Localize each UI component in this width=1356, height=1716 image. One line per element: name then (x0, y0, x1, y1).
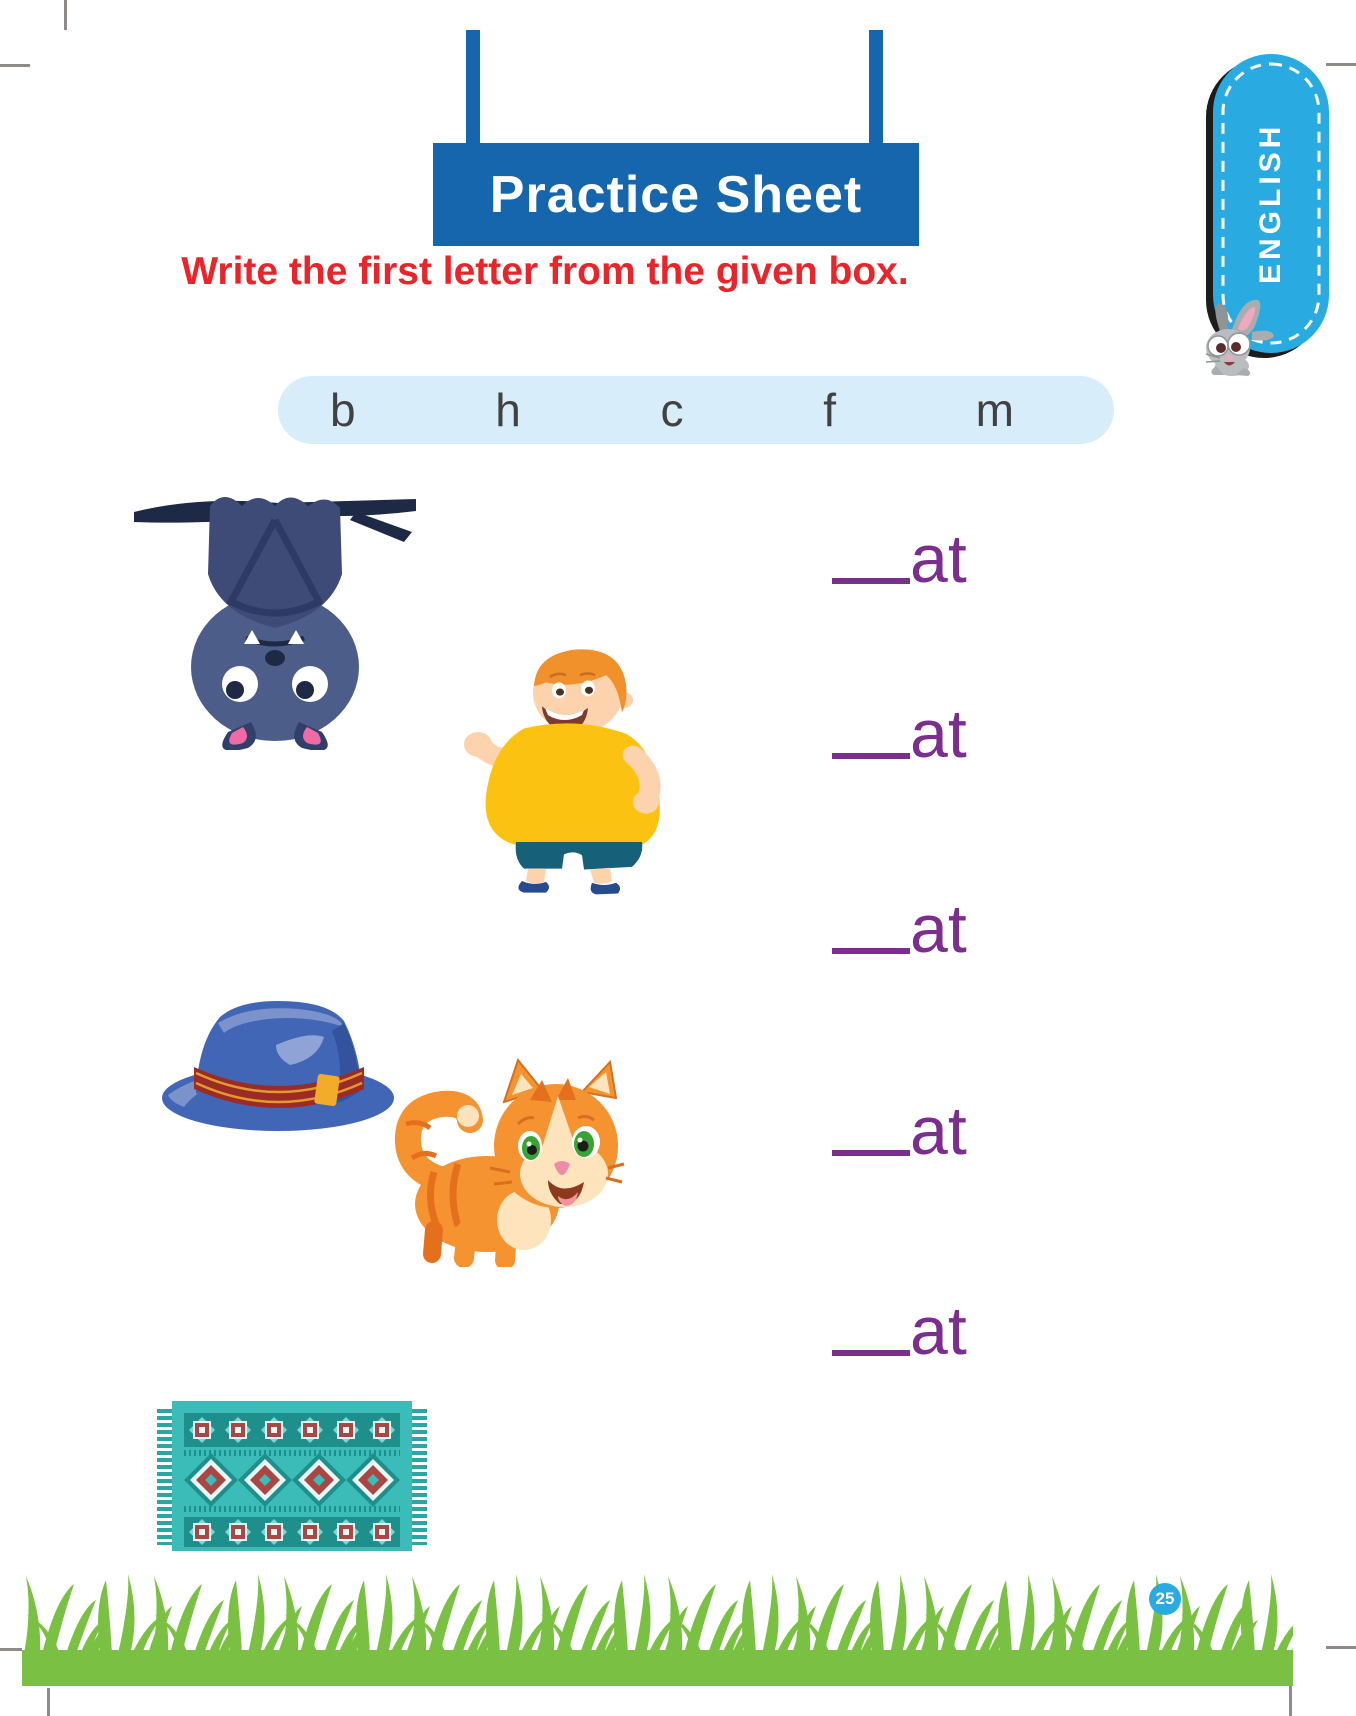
cat-image (372, 1032, 627, 1267)
answer-blank-cat[interactable] (832, 1150, 910, 1156)
answer-blank-hat[interactable] (832, 948, 910, 954)
letter-box (278, 376, 1114, 444)
grass-border (22, 1570, 1293, 1686)
instruction-text: Write the first letter from the given box. (181, 250, 909, 293)
word-suffix: at (910, 1293, 967, 1370)
crop-mark-bottom-left-v (47, 1688, 50, 1716)
crop-mark-bottom-right-v (1289, 1686, 1292, 1716)
word-suffix: at (910, 891, 967, 968)
word-suffix: at (910, 1093, 967, 1170)
sign-board (433, 143, 919, 246)
answer-blank-mat[interactable] (832, 1350, 910, 1356)
letter-option-h: h (495, 384, 521, 436)
page-title: Practice Sheet (489, 165, 863, 224)
answer-row-bat (832, 498, 967, 598)
answer-row-mat (832, 1270, 967, 1370)
letter-option-b: b (330, 384, 356, 436)
letter-option-f: f (823, 384, 836, 436)
subject-tab-label: ENGLISH (1254, 122, 1287, 285)
letter-option-c: c (660, 384, 684, 436)
bat-image (128, 462, 420, 750)
crop-mark-top-left-h (0, 64, 30, 67)
answer-blank-bat[interactable] (832, 578, 910, 584)
word-suffix: at (910, 696, 967, 773)
crop-mark-top-left-v (64, 0, 67, 30)
rabbit-mascot-icon (1192, 296, 1276, 376)
crop-mark-bottom-left-h (0, 1648, 22, 1651)
answer-row-fat (832, 673, 967, 773)
sign-post-right (869, 30, 883, 146)
sign-post-left (466, 30, 480, 146)
letter-option-m: m (975, 384, 1014, 436)
page-number: 25 (1155, 1589, 1175, 1608)
page-number-badge (1149, 1583, 1181, 1615)
crop-mark-top-right-h (1326, 63, 1356, 66)
mat-image (150, 1393, 434, 1559)
word-suffix: at (910, 521, 967, 598)
crop-mark-bottom-right-h (1326, 1646, 1356, 1649)
hat-image (158, 993, 398, 1133)
answer-blank-fat[interactable] (832, 753, 910, 759)
answer-row-cat (832, 1070, 967, 1170)
fat-boy-image (428, 622, 688, 897)
answer-row-hat (832, 868, 967, 968)
